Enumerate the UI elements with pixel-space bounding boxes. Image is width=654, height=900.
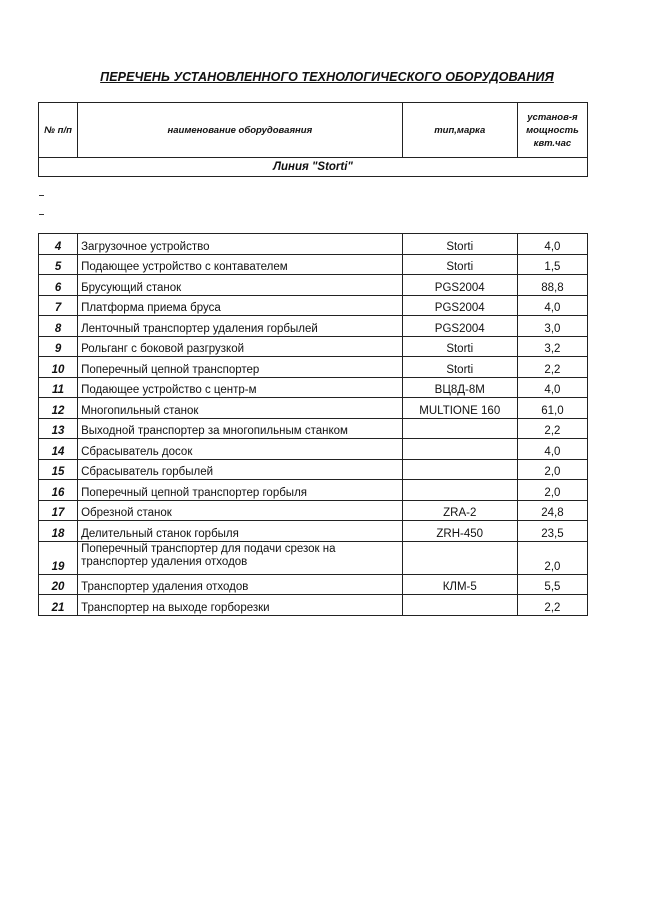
row-num: 8 (39, 316, 78, 337)
row-power: 2,2 (517, 357, 587, 378)
row-num: 17 (39, 500, 78, 521)
table-row (39, 234, 588, 255)
header-power: установ-я мощность квт.час (517, 103, 587, 158)
table-row (39, 439, 588, 460)
row-name: Поперечный транспортер для подачи срезок на транспортер удаления отходов (78, 541, 403, 574)
redaction-tick (39, 214, 45, 215)
row-num: 13 (39, 418, 78, 439)
header-type: тип,марка (402, 103, 517, 158)
table-row (39, 574, 588, 595)
row-name: Обрезной станок (78, 500, 403, 521)
row-num: 18 (39, 521, 78, 542)
table-row (39, 480, 588, 501)
table-row (39, 541, 588, 574)
row-type (402, 439, 517, 460)
table-row (39, 418, 588, 439)
document-title: ПЕРЕЧЕНЬ УСТАНОВЛЕННОГО ТЕХНОЛОГИЧЕСКОГО ОБОРУДОВАНИЯ (100, 70, 554, 84)
row-name: Выходной транспортер за многопильным станком (78, 418, 403, 439)
header-num: № п/п (39, 103, 78, 158)
row-type: PGS2004 (402, 275, 517, 296)
row-type: Storti (402, 336, 517, 357)
row-name: Поперечный цепной транспортер горбыля (78, 480, 403, 501)
redacted-area (39, 177, 588, 234)
row-num: 21 (39, 595, 78, 616)
row-type (402, 418, 517, 439)
row-name: Сбрасыватель досок (78, 439, 403, 460)
row-num: 7 (39, 295, 78, 316)
row-power: 4,0 (517, 377, 587, 398)
table-row (39, 459, 588, 480)
row-type: PGS2004 (402, 295, 517, 316)
row-type: ZRA-2 (402, 500, 517, 521)
row-power: 2,0 (517, 480, 587, 501)
table-row (39, 377, 588, 398)
table-row (39, 254, 588, 275)
table-row (39, 398, 588, 419)
row-name: Поперечный цепной транспортер (78, 357, 403, 378)
row-power: 24,8 (517, 500, 587, 521)
header-name: наименование оборудоваяния (78, 103, 403, 158)
redaction-tick (39, 195, 45, 196)
row-name: Загрузочное устройство (78, 234, 403, 255)
row-type: ВЦ8Д-8М (402, 377, 517, 398)
table-header-row (39, 103, 588, 158)
row-name: Подающее устройство с центр-м (78, 377, 403, 398)
row-type: ZRH-450 (402, 521, 517, 542)
row-num: 14 (39, 439, 78, 460)
table-row (39, 595, 588, 616)
table-row (39, 316, 588, 337)
table-row (39, 521, 588, 542)
row-type: MULTIONE 160 (402, 398, 517, 419)
equipment-table (38, 102, 588, 616)
row-power: 4,0 (517, 234, 587, 255)
section-label: Линия "Storti" (39, 158, 588, 177)
row-power: 1,5 (517, 254, 587, 275)
row-num: 5 (39, 254, 78, 275)
section-row (39, 158, 588, 177)
row-num: 11 (39, 377, 78, 398)
table-row (39, 336, 588, 357)
row-power: 2,0 (517, 459, 587, 480)
row-power: 2,0 (517, 541, 587, 574)
table-body (39, 158, 588, 616)
row-power: 61,0 (517, 398, 587, 419)
row-num: 19 (39, 541, 78, 574)
row-power: 23,5 (517, 521, 587, 542)
row-name: Сбрасыватель горбылей (78, 459, 403, 480)
table-row (39, 275, 588, 296)
row-type (402, 541, 517, 574)
row-num: 10 (39, 357, 78, 378)
redacted-block (39, 177, 588, 234)
row-name: Делительный станок горбыля (78, 521, 403, 542)
row-type (402, 480, 517, 501)
row-name: Платформа приема бруса (78, 295, 403, 316)
row-power: 2,2 (517, 595, 587, 616)
row-num: 12 (39, 398, 78, 419)
row-num: 16 (39, 480, 78, 501)
row-name: Транспортер на выходе горборезки (78, 595, 403, 616)
row-power: 5,5 (517, 574, 587, 595)
row-name: Брусующий станок (78, 275, 403, 296)
row-type (402, 459, 517, 480)
row-type: КЛМ-5 (402, 574, 517, 595)
row-type: Storti (402, 234, 517, 255)
row-type: Storti (402, 254, 517, 275)
row-num: 6 (39, 275, 78, 296)
row-type: Storti (402, 357, 517, 378)
row-name: Ленточный транспортер удаления горбылей (78, 316, 403, 337)
row-num: 20 (39, 574, 78, 595)
table-row (39, 295, 588, 316)
row-name: Подающее устройство с контавателем (78, 254, 403, 275)
row-num: 9 (39, 336, 78, 357)
row-name: Многопильный станок (78, 398, 403, 419)
row-num: 4 (39, 234, 78, 255)
row-type: PGS2004 (402, 316, 517, 337)
row-power: 3,2 (517, 336, 587, 357)
row-power: 3,0 (517, 316, 587, 337)
row-power: 88,8 (517, 275, 587, 296)
row-num: 15 (39, 459, 78, 480)
row-name: Транспортер удаления отходов (78, 574, 403, 595)
row-name: Рольганг с боковой разгрузкой (78, 336, 403, 357)
table-row (39, 500, 588, 521)
row-power: 2,2 (517, 418, 587, 439)
row-power: 4,0 (517, 439, 587, 460)
table-row (39, 357, 588, 378)
row-power: 4,0 (517, 295, 587, 316)
row-type (402, 595, 517, 616)
